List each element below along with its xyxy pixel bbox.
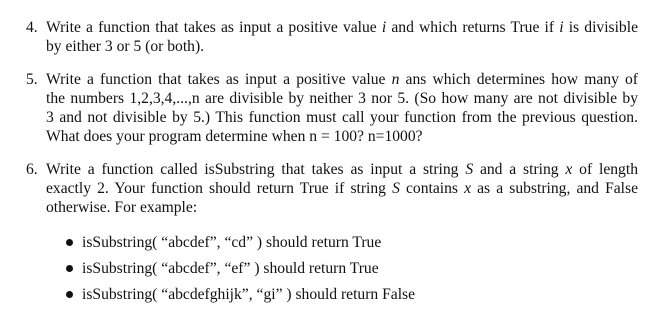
text-run: contains xyxy=(399,180,465,197)
math-variable: x xyxy=(464,180,472,197)
text-run: of length xyxy=(572,161,638,178)
text-line xyxy=(46,89,638,108)
question-6 xyxy=(26,160,638,217)
bullet-icon xyxy=(66,265,73,272)
text-run: Write a function called isSubstring that takes as input a string xyxy=(46,161,466,178)
text-line xyxy=(46,18,638,37)
example-text: isSubstring( “abcdefghijk”, “gi” ) should return False xyxy=(82,286,416,303)
text-run: exactly 2. Your function should return True if string xyxy=(46,180,393,197)
example-list xyxy=(66,233,415,311)
math-variable: S xyxy=(392,180,400,197)
question-5 xyxy=(26,70,638,146)
math-variable: x xyxy=(565,161,573,178)
math-variable: n xyxy=(391,71,400,88)
question-number: 6. xyxy=(26,161,38,178)
question-4 xyxy=(26,18,638,56)
question-text xyxy=(46,70,638,146)
text-run: 3 and not divisible by 5.) This function must call your function from the previous question. xyxy=(46,109,638,126)
text-run: by either 3 or 5 (or both). xyxy=(46,38,205,55)
math-variable: i xyxy=(381,19,387,36)
text-line xyxy=(46,70,638,89)
text-run: Write a function that takes as input a positive value xyxy=(46,71,392,88)
example-item xyxy=(66,285,415,311)
text-line xyxy=(46,198,638,217)
math-variable: S xyxy=(465,161,474,178)
text-run: ans which determines how many of xyxy=(399,71,638,88)
text-line xyxy=(46,179,638,198)
math-variable: i xyxy=(559,19,564,36)
example-text: isSubstring( “abcdef”, “ef” ) should return True xyxy=(82,260,379,277)
text-run: What does your program determine when n = 100? n=1000? xyxy=(46,128,423,145)
example-text: isSubstring( “abcdef”, “cd” ) should return True xyxy=(82,234,382,251)
example-item xyxy=(66,259,415,285)
question-text xyxy=(46,160,638,217)
question-number: 4. xyxy=(26,19,38,36)
text-run: as a substring, and False xyxy=(471,180,639,197)
question-number: 5. xyxy=(26,71,38,88)
text-run: the numbers 1,2,3,4,...,n are divisible by neither 3 nor 5. (So how many are not divisible by xyxy=(46,90,638,107)
text-line xyxy=(46,108,638,127)
example-item xyxy=(66,233,415,259)
text-line xyxy=(46,160,638,179)
bullet-icon xyxy=(66,239,73,246)
text-run: and a string xyxy=(473,161,566,178)
text-run: and which returns True if xyxy=(386,19,560,36)
text-run: is divisible xyxy=(563,19,638,36)
text-line xyxy=(46,37,638,56)
text-line xyxy=(46,127,638,146)
question-text xyxy=(46,18,638,56)
text-run: Write a function that takes as input a positive value xyxy=(46,19,382,36)
text-run: otherwise. For example: xyxy=(46,199,198,216)
bullet-icon xyxy=(66,291,73,298)
